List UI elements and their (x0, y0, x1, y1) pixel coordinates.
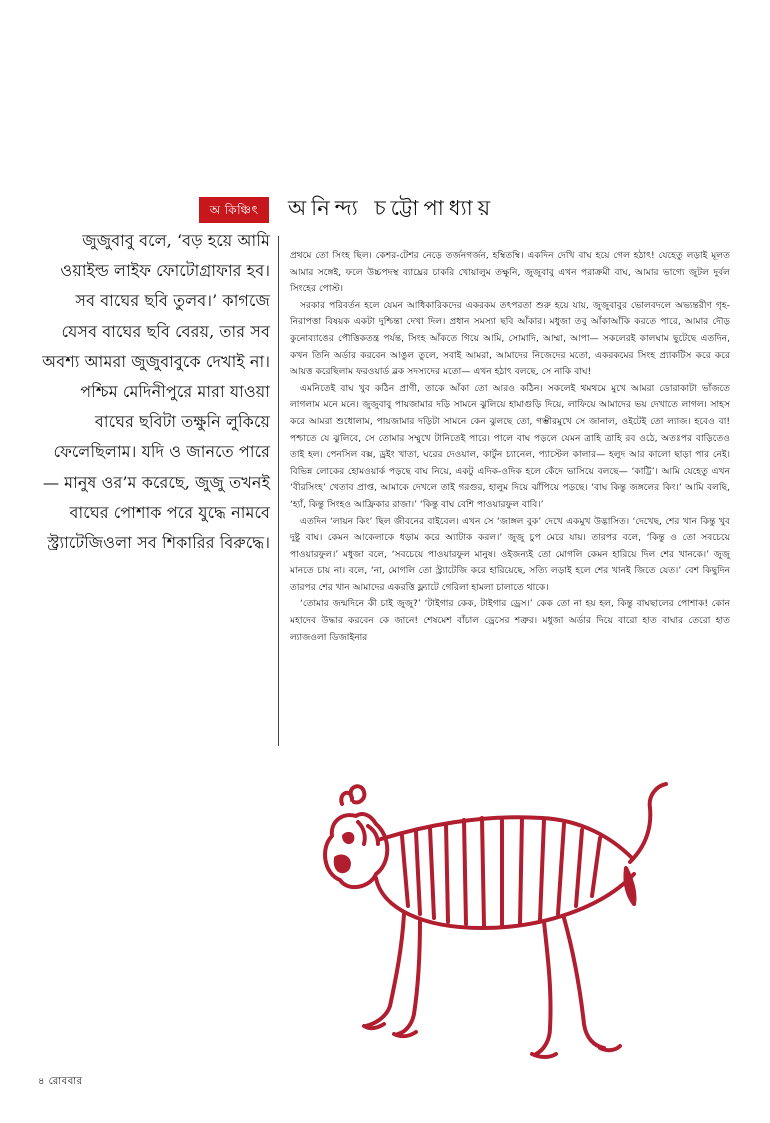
article-paragraph: সরকার পরিবর্তন হলে যেমন আধিকারিকদের একরকম তৎপরতা শুরু হয়ে যায়, জুজুবাবুর ভোলবদলে অভ্যন্তরীণ গৃহ-নিরাপত্তা বিষয়ক একটা দুশ্চিন্তা দেখা দিল। প্রধান সমস্যা ছবি আঁকার। মধুজা তবু আঁকাআঁকি করতে পারে, আমার দৌড় কুনোব্যাঙের পৌত্তিকতন্ত্র পর্যন্ত, সিংহ আঁকতে গিয়ে আমি, সোমাদি, আম্মা, আপা— সকলেরই কালঘাম ছুটেছে এতদিন, কখন তিনি অর্ডার করবেন আঙুল তুলে, সবাই আমরা, আমাদের নিজেদের মতো, একরকমের সিংহ প্র্যাকটিস করে করে আয়ত্ত করেছিলাম ফরওয়ার্ড ব্লক সদস্যদের মতো— এখন হঠাৎ বলছে, সে নাকি বাঘ! (290, 300, 730, 378)
pull-quote-text: জুজুবাবু বলে, ‘বড় হয়ে আমি ওয়াইল্ড লাইফ ফোটোগ্রাফার হব। সব বাঘের ছবি তুলব।’ কাগজে যেসব বাঘের ছবি বেরয়, তার সব অবশ্য আমরা জুজুবাবুকে দেখাই না। পশ্চিম মেদিনীপুরে মারা যাওয়া বাঘের ছবিটা তক্ষুনি লুকিয়ে ফেলেছিলাম। যদি ও জানতে পারে— মানুষ ওর’ম করেছে, জুজু তখনই বাঘের পোশাক পরে যুদ্ধে নামবে স্ট্র্যাটেজিওলা সব শিকারির বিরুদ্ধে। (42, 231, 270, 553)
pull-quote (40, 226, 270, 558)
article-paragraph: এমনিতেই বাঘ খুব কঠিন প্রাণী, তাকে আঁকা তো আরও কঠিন। সকলেই থমথমে মুখে আমরা ডোরাকাটা ভাঁজতে লাগলাম মনে মনে। জুজুবাবু পায়জামার দড়ি সামনে ঝুলিয়ে হামাগুড়ি দিয়ে, লাফিয়ে আমাদের ভয় দেখাতে লাগল। সাহস করে আমরা শুধোলাম, পায়জামার দড়িটা সামনে কেন ঝুলছে তো, গম্ভীরমুখে সে জানাল, ওইটেই তো ল্যাজ। হবেও বা! পশ্চাতে যে ঝুলিবে, সে তোমার সম্মুখে টানিতেই পারে। পালে বাঘ পড়লে যেমন ত্রাহি ত্রাহি রব ওঠে, অতঃপর বাড়িতেও তাই হল। পেনসিল বক্স, ড্রইং খাতা, ঘরের দেওয়াল, কার্টুন চ্যানেল, প্যাস্টেল কালার— হলুদ আর কালো ছাড়া পার নেই। বিভিন্ন লোকের হোমওয়ার্ক পড়ছে বাঘ নিয়ে, একটু এদিক-ওদিক হলে কেঁদে ভাসিয়ে বলছে— ‘কাট্টি’। আমি যেহেতু এখন ‘বীরসিংহ’ খেতাব প্রাপ্ত, আমাকে দেখলে তাই গরগুর, হালুম দিয়ে ঝাঁপিয়ে পড়ছে। ‘বাঘ কিন্তু জঙ্গলের কিং।’ আমি বলছি, ‘হ্যাঁ, কিন্তু সিংহও আফ্রিকার রাজা।’ ‘কিন্তু বাঘ বেশি পাওয়ারফুল বাবি।’ (290, 383, 730, 510)
article-paragraph: প্রথমে তো সিংহ ছিল। কেশর-টেশর নেড়ে তর্জনগর্জন, হম্বিতম্বি। একদিন দেখি বাঘ হয়ে গেল হঠাৎ! যেহেতু লড়াই মূলত আমার সঙ্গেই, ফলে উচ্চপদস্থ ব্যাঘ্রের চাকরি খোয়ালুম তক্ষুনি, জুজুবাবু এখন পরাক্রমী বাঘ, আমার ভাগ্যে জুটল দুর্বল সিংহের পোস্ট। (290, 251, 730, 295)
column-divider (278, 236, 279, 746)
section-tag: অ কিঞ্চিৎ (199, 197, 269, 223)
tiger-illustration (312, 778, 684, 1068)
article-paragraph: এতদিন ‘লায়ন কিং’ ছিল জীবনের বাইবেল। এখন সে ‘জাঙ্গল বুক’ দেখে একমুখ উদ্ভাসিত। ‘দেখেছ, শের খান কিন্তু খুব দুষ্টু বাঘ। কেমন আকেলাকে ধড়াম করে অ্যাটাক করল।’ জুজু চুপ মেরে যায়। তারপর বলে, ‘কিন্তু ও তো সবচেয়ে পাওয়ারফুল।’ মধুজা বলে, ‘সবচেয়ে পাওয়ারফুল মানুষ। ওইজন্যই তো মোগলি কেমন হারিয়ে দিল শের খানকে।’ জুজু মানতে চায় না। বলে, ‘না, মোগলি তো স্ট্র্যাটেজি করে হারিয়েছে, সত্যি লড়াই হলে শের খানই জিতে যেত।’ বেশ কিছুদিন তারপর শের খান আমাদের একরত্তি ফ্ল্যাটে গেরিলা হামলা চালাতে থাকে। (290, 516, 730, 593)
article-body (290, 248, 730, 646)
page-folio: ৪ রোববার (38, 1076, 83, 1087)
author-byline: অনিন্দ্য চট্টোপাধ্যায় (288, 196, 496, 220)
article-paragraph: ‘তোমার জন্মদিনে কী চাই জুজু?’ ‘টাইগার কেক, টাইগার ড্রেস।’ কেক তো না হয় হল, কিন্তু বাঘছালের পোশাক! কোন মহাদেব উদ্ধার করবেন কে জানে! শেষমেশ বাঁচাল ড্রেসের শত্রুর। মধুজা অর্ডার দিয়ে বারো হাত বাঘার তেরো হাত ল্যাজওলা ডিজাইনার (290, 599, 730, 643)
